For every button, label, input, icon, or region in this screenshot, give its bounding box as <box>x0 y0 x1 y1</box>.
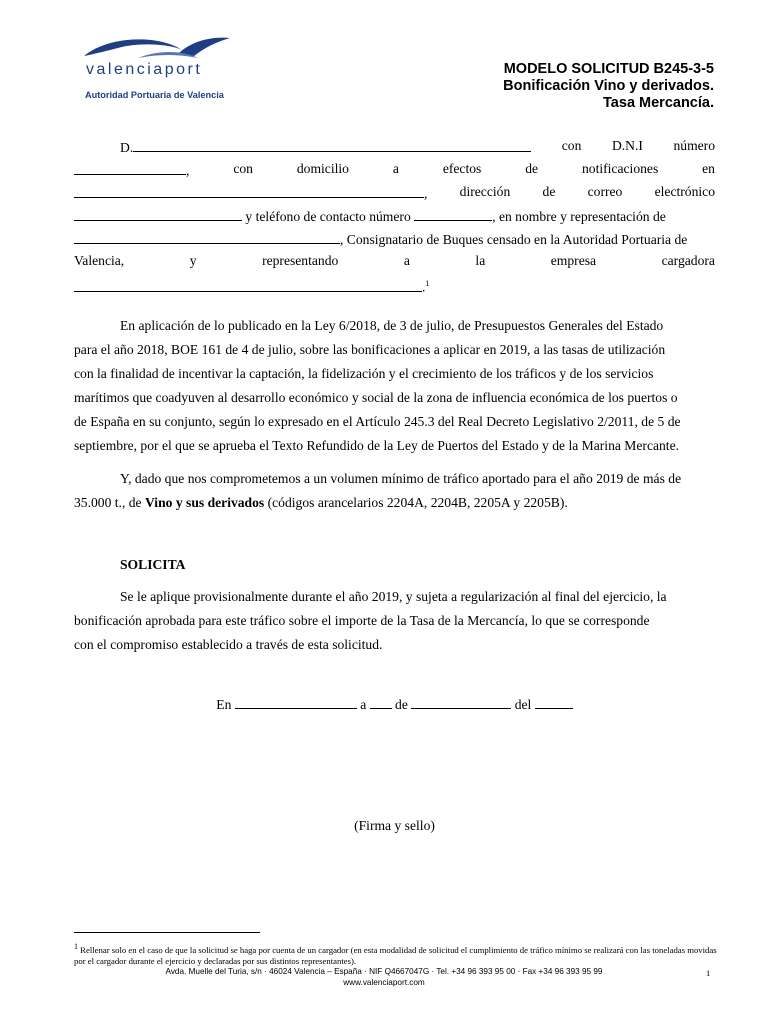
representative-field[interactable] <box>74 230 340 244</box>
form-label: representando <box>262 253 339 268</box>
date-line <box>74 695 715 713</box>
form-label: con <box>233 161 253 176</box>
email-field[interactable] <box>74 207 242 221</box>
wave-logo-icon <box>78 34 238 64</box>
title-line-1: MODELO SOLICITUD B245-3-5 <box>503 61 714 77</box>
date-label: En <box>216 697 232 712</box>
form-line-3 <box>74 184 715 202</box>
month-field[interactable] <box>411 695 511 709</box>
form-label: correo <box>587 184 623 199</box>
paragraph-1-line-6: septiembre, por el que se aprueba el Texto Refundido de la Ley de Puertos del Estado y de la Marina Mercante. <box>74 438 680 453</box>
footer-address: Avda. Muelle del Turia, s/n · 46024 Valencia – España · NIF Q4667047G · Tel. +34 96 393 95 00 · Fax +34 96 393 95 99 <box>165 967 603 976</box>
form-label: notificaciones <box>581 161 659 176</box>
paragraph-2-line-1: Y, dado que nos comprometemos a un volumen mínimo de tráfico aportado para el año 2019 de más de <box>120 471 682 486</box>
paragraph-2-line-2 <box>74 495 715 511</box>
date-label: a <box>360 697 367 712</box>
title-line-2: Bonificación Vino y derivados. <box>503 78 714 94</box>
document-title <box>503 61 714 112</box>
footnote-ref: 1 <box>425 279 430 288</box>
city-field[interactable] <box>235 695 357 709</box>
address-field[interactable] <box>74 184 424 198</box>
solicita-heading: SOLICITA <box>120 557 186 572</box>
footnote-divider <box>74 932 260 933</box>
logo-subtitle: Autoridad Portuaria de Valencia <box>85 90 224 100</box>
form-label: D.N.I <box>611 138 643 153</box>
signature-label: (Firma y sello) <box>354 818 435 833</box>
form-label: en <box>702 161 715 176</box>
paragraph-1-line-2: para el año 2018, BOE 161 de 4 de julio, sobre las bonificaciones a aplicar en 2019, a las tasas de utilización <box>74 342 666 357</box>
form-label: cargadora <box>661 253 715 268</box>
footer <box>74 966 694 988</box>
title-line-3: Tasa Mercancía. <box>603 95 714 111</box>
dni-field[interactable] <box>74 161 186 175</box>
phone-field[interactable] <box>414 207 492 221</box>
day-field[interactable] <box>370 695 392 709</box>
form-label: número <box>673 138 715 153</box>
form-label: a <box>403 253 410 268</box>
footer-website[interactable]: www.valenciaport.com <box>343 978 425 987</box>
solicita-line-2: bonificación aprobada para este tráfico sobre el importe de la Tasa de la Mercancía, lo que se corresponde <box>74 613 650 628</box>
paragraph-1-line-4: marítimos que coadyuven al desarrollo económico y social de la zona de influencia económica de los puertos o <box>74 390 678 405</box>
paragraph-1-line-3: con la finalidad de incentivar la captación, la fidelización y el crecimiento de los tráficos y de los servicios <box>74 366 654 381</box>
form-line-5 <box>74 230 715 248</box>
form-line-2 <box>74 161 715 179</box>
date-label: del <box>514 697 532 712</box>
form-label: y teléfono de contacto número <box>245 209 411 224</box>
footnote-mark: 1 <box>74 942 78 951</box>
form-label: la <box>475 253 486 268</box>
form-line-7 <box>74 276 715 296</box>
page-number: 1 <box>706 968 711 978</box>
form-label: a <box>392 161 399 176</box>
form-label: de <box>525 161 539 176</box>
form-line-4 <box>74 207 715 225</box>
form-label: electrónico <box>654 184 715 199</box>
form-label: , en nombre y representación de <box>492 209 666 224</box>
form-label: , Consignatario de Buques censado en la Autoridad Portuaria de <box>340 232 688 247</box>
paragraph-text: 35.000 t., de <box>74 495 145 510</box>
footnote-text: Rellenar solo en el caso de que la solicitud se haga por cuenta de un cargador (en esta modalidad de solicitud el cumplimiento de tráfico mínimo se realizará con las toneladas movidas por el cargador durante el ejercicio y declaradas por sus distintos representantes). <box>74 944 717 966</box>
form-label: domicilio <box>296 161 349 176</box>
solicita-line-1: Se le aplique provisionalmente durante el año 2019, y sujeta a regularización al final del ejercicio, la <box>120 589 667 604</box>
year-field[interactable] <box>535 695 573 709</box>
paragraph-1-line-1: En aplicación de lo publicado en la Ley 6/2018, de 3 de julio, de Presupuestos Generales del Estado <box>120 318 664 333</box>
form-label: dirección <box>459 184 511 199</box>
form-label: , <box>424 186 428 201</box>
form-label: efectos <box>442 161 482 176</box>
form-label: de <box>542 184 556 199</box>
footnote <box>74 941 724 967</box>
form-label: , <box>186 163 190 178</box>
product-name: Vino y sus derivados <box>144 495 265 510</box>
valenciaport-logo <box>78 34 238 104</box>
form-label: D. <box>120 140 134 155</box>
paragraph-1-line-5: de España en su conjunto, según lo expresado en el Artículo 245.3 del Real Decreto Legislativo 2/2011, de 5 de <box>74 414 681 429</box>
name-field[interactable] <box>133 138 531 152</box>
form-label: Valencia, <box>74 253 125 268</box>
shipper-company-field[interactable] <box>74 278 422 292</box>
form-line-1 <box>74 138 715 156</box>
form-label: . <box>422 279 426 295</box>
form-label: y <box>189 253 197 268</box>
date-label: de <box>395 697 408 712</box>
solicita-line-3: con el compromiso establecido a través de esta solicitud. <box>74 637 383 652</box>
form-line-6 <box>74 253 715 269</box>
form-label: con <box>561 138 582 153</box>
form-label: empresa <box>550 253 597 268</box>
logo-wordmark: valenciaport <box>86 61 203 78</box>
paragraph-text: (códigos arancelarios 2204A, 2204B, 2205A y 2205B). <box>264 495 568 510</box>
